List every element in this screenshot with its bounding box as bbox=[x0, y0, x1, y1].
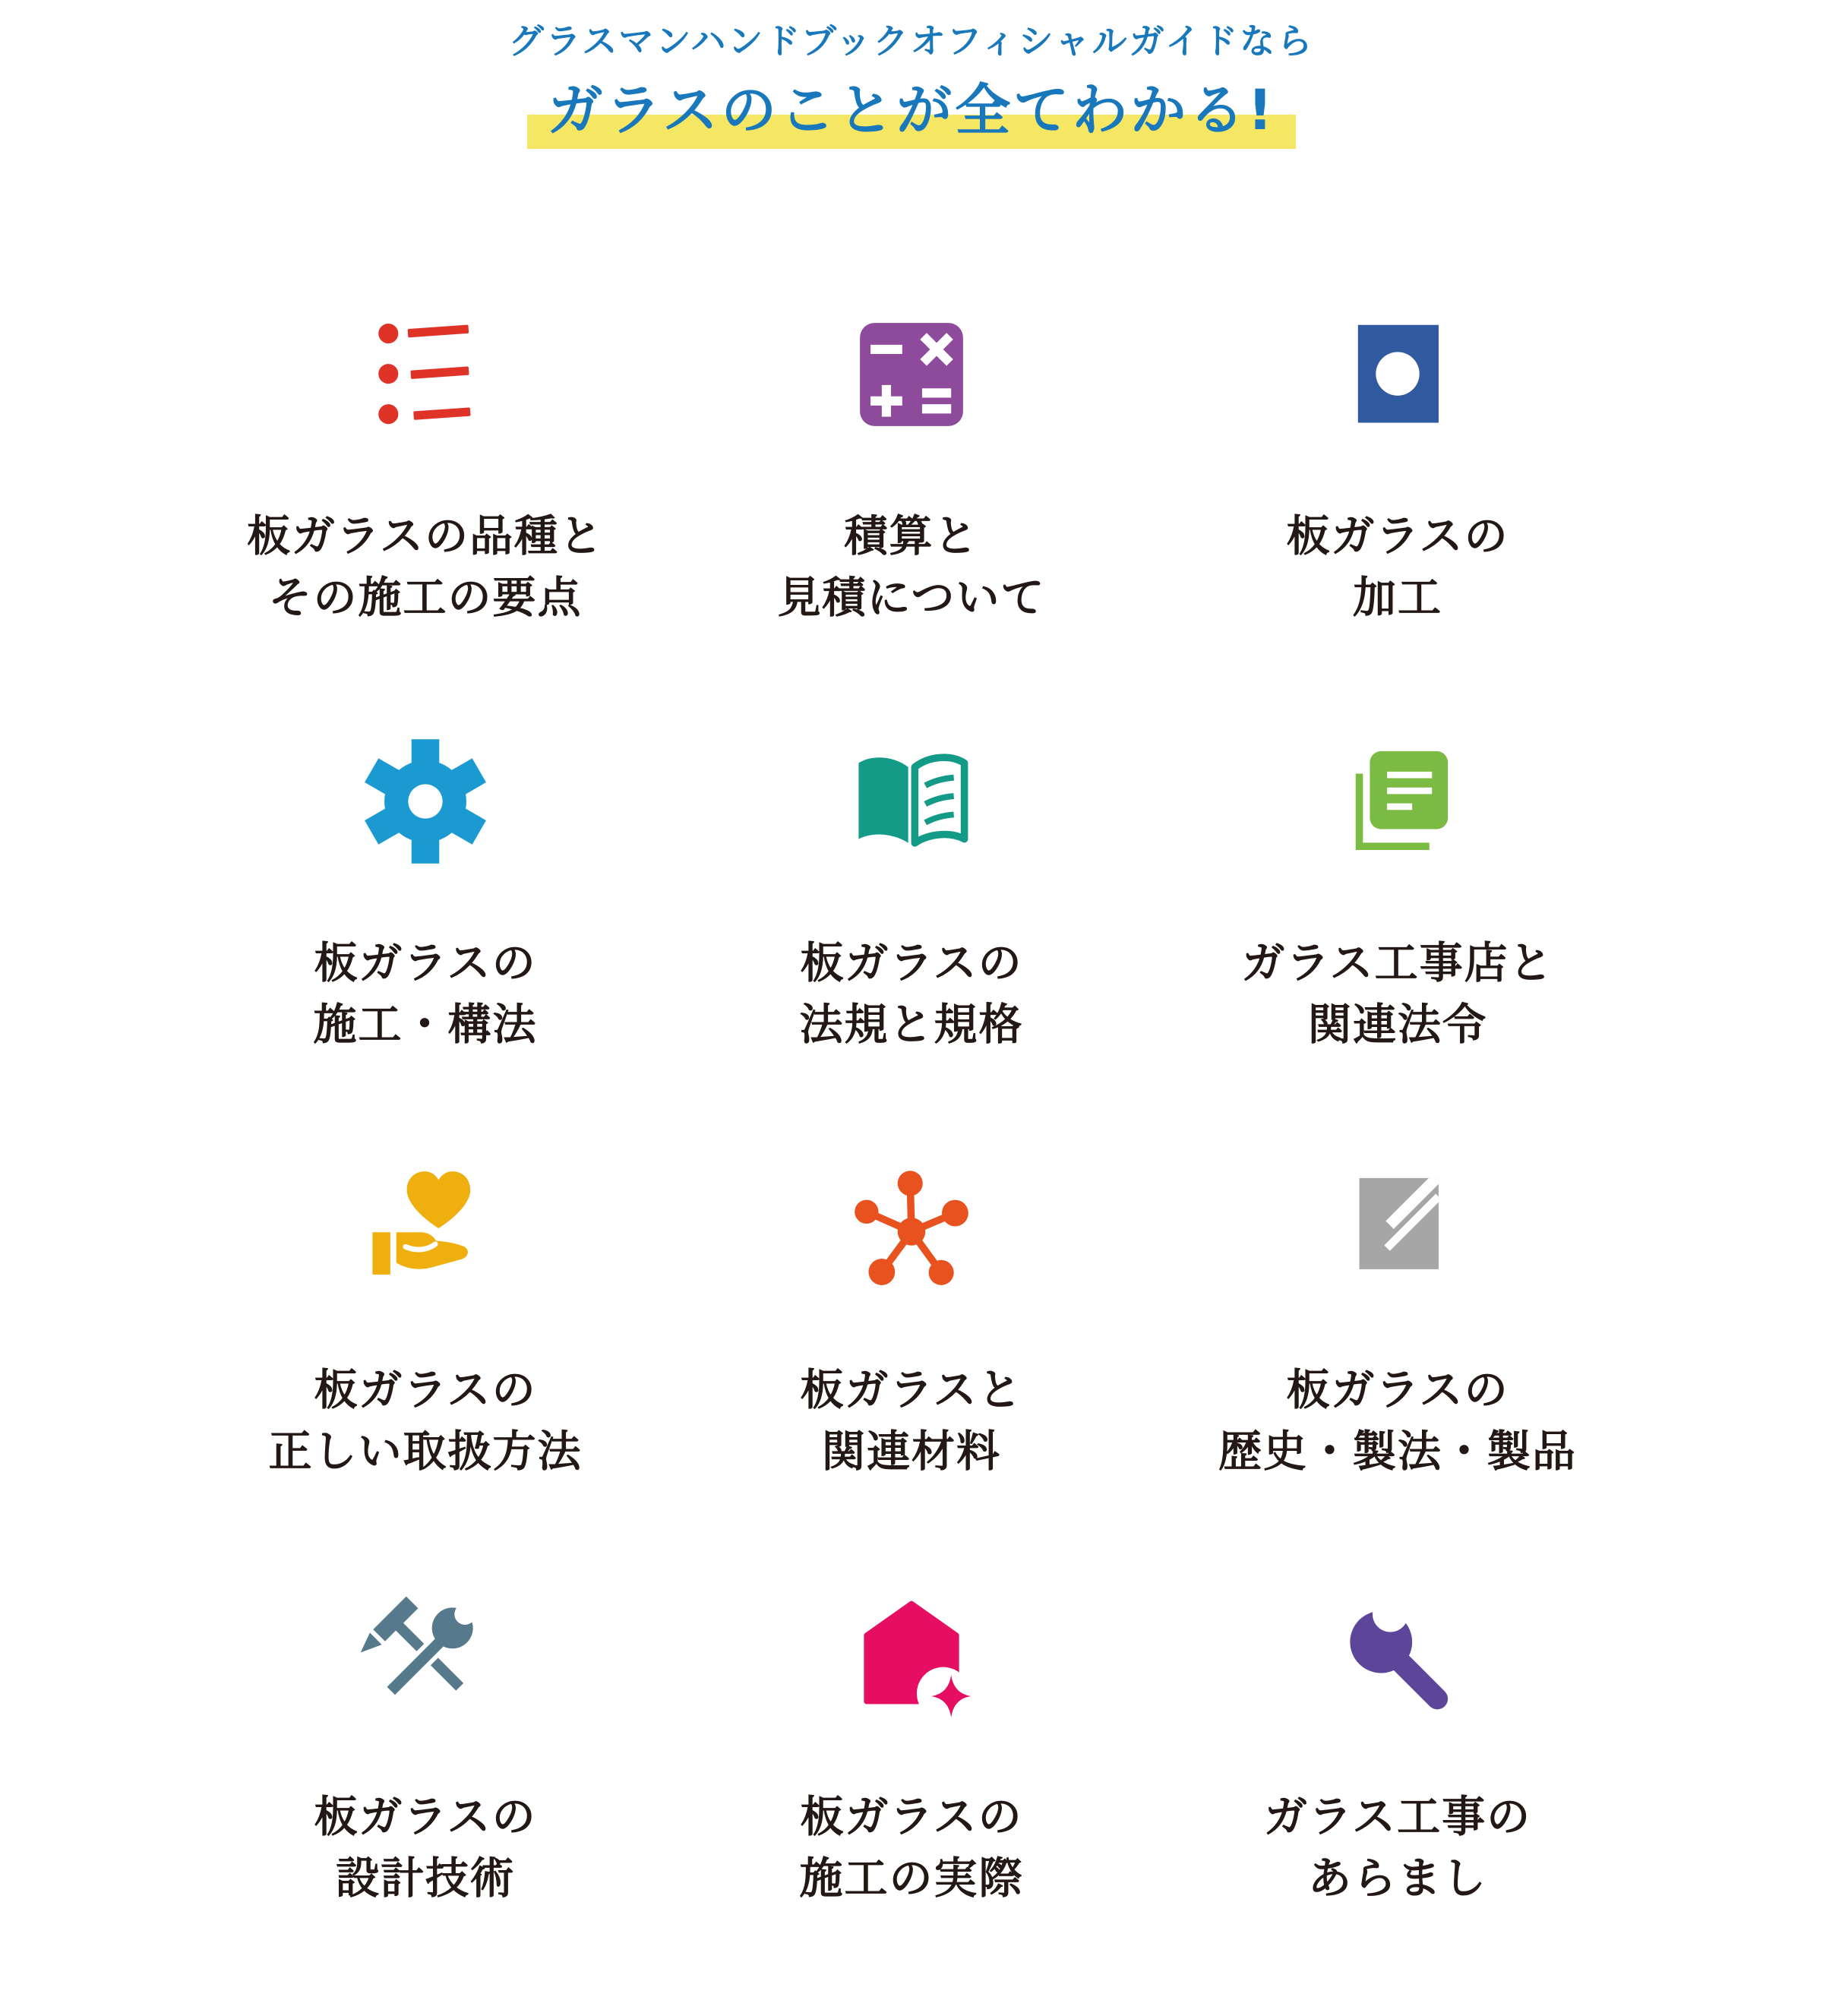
feature-item bbox=[182, 735, 668, 1162]
feature-item bbox=[668, 308, 1155, 735]
feature-label-line2: 正しい取扱方法 bbox=[268, 1427, 583, 1477]
feature-label-line2: 歴史・製法・製品 bbox=[1218, 1427, 1577, 1477]
page-title bbox=[0, 73, 1823, 149]
hammer-wrench-icon bbox=[359, 1589, 491, 1721]
feature-label bbox=[778, 506, 1046, 629]
feature-label-line1: ガラス工事店と bbox=[1241, 938, 1554, 988]
documents-icon bbox=[1332, 735, 1464, 867]
wrench-icon bbox=[1332, 1589, 1464, 1721]
hand-heart-icon bbox=[359, 1162, 491, 1294]
feature-item bbox=[668, 1162, 1155, 1589]
feature-label-line1: 板ガラスの bbox=[314, 938, 537, 988]
feature-label-line1: 板ガラスの bbox=[1286, 511, 1509, 561]
feature-item bbox=[1155, 735, 1641, 1162]
feature-label-line1: 板ガラスの bbox=[800, 938, 1023, 988]
page-title-text: ガラスのことが全てわかる! bbox=[527, 73, 1295, 149]
open-book-icon bbox=[845, 735, 978, 867]
header bbox=[0, 0, 1823, 149]
feature-label bbox=[1264, 1787, 1531, 1910]
feature-label bbox=[1218, 1360, 1577, 1483]
feature-item bbox=[1155, 308, 1641, 735]
calculator-icon bbox=[845, 308, 978, 441]
list-icon bbox=[359, 308, 491, 441]
feature-label bbox=[1241, 933, 1553, 1056]
feature-label bbox=[269, 1360, 583, 1483]
header-subtitle: グラスマンハンドブックオフィシャルガイドなら bbox=[508, 21, 1315, 62]
feature-label-line1: 板ガラスの bbox=[314, 1365, 537, 1415]
feature-label-line2: 設計技術 bbox=[335, 1853, 515, 1904]
feature-label-line2: 加工 bbox=[1352, 573, 1442, 623]
feature-item bbox=[668, 1589, 1155, 2016]
feature-item bbox=[182, 1589, 668, 2016]
feature-item bbox=[1155, 1162, 1641, 1589]
feature-label bbox=[800, 1787, 1024, 1910]
feature-label bbox=[314, 1787, 536, 1910]
gear-icon bbox=[359, 735, 491, 867]
feature-label-line1: 板ガラスの bbox=[314, 1792, 537, 1842]
molecule-icon bbox=[845, 1162, 978, 1294]
feature-item bbox=[182, 308, 668, 735]
feature-label-line1: 板ガラスの bbox=[1286, 1365, 1509, 1415]
feature-label-line2: 関連法令 bbox=[1307, 1000, 1487, 1050]
feature-grid bbox=[0, 308, 1823, 2016]
feature-label-line2: あらまし bbox=[1307, 1853, 1487, 1904]
feature-label-line2: 関連材料 bbox=[821, 1427, 1001, 1477]
feature-label-line1: 板ガラスと bbox=[800, 1365, 1023, 1415]
feature-label bbox=[247, 506, 604, 629]
feature-label-line2: 見積について bbox=[777, 573, 1046, 623]
feature-label-line1: 積算と bbox=[844, 511, 979, 561]
glass-pane-icon bbox=[1332, 1162, 1464, 1294]
feature-label bbox=[800, 933, 1024, 1056]
feature-label-line2: その施工の要点 bbox=[268, 573, 583, 623]
glass-processing-icon bbox=[1332, 308, 1464, 441]
feature-item bbox=[182, 1162, 668, 1589]
feature-item bbox=[668, 735, 1155, 1162]
house-sparkle-icon bbox=[845, 1589, 978, 1721]
feature-label-line2: 施工の実際 bbox=[799, 1853, 1024, 1904]
feature-label-line1: ガラス工事の bbox=[1263, 1792, 1532, 1842]
feature-label-line1: 板ガラスの bbox=[800, 1792, 1023, 1842]
feature-label bbox=[314, 933, 538, 1056]
feature-label-line2: 施工・構法 bbox=[313, 1000, 538, 1050]
feature-label bbox=[800, 1360, 1022, 1483]
feature-label bbox=[1286, 506, 1509, 629]
feature-label-line2: 法規と規格 bbox=[799, 1000, 1024, 1050]
feature-item bbox=[1155, 1589, 1641, 2016]
feature-label-line1: 板ガラスの品種と bbox=[246, 511, 605, 561]
